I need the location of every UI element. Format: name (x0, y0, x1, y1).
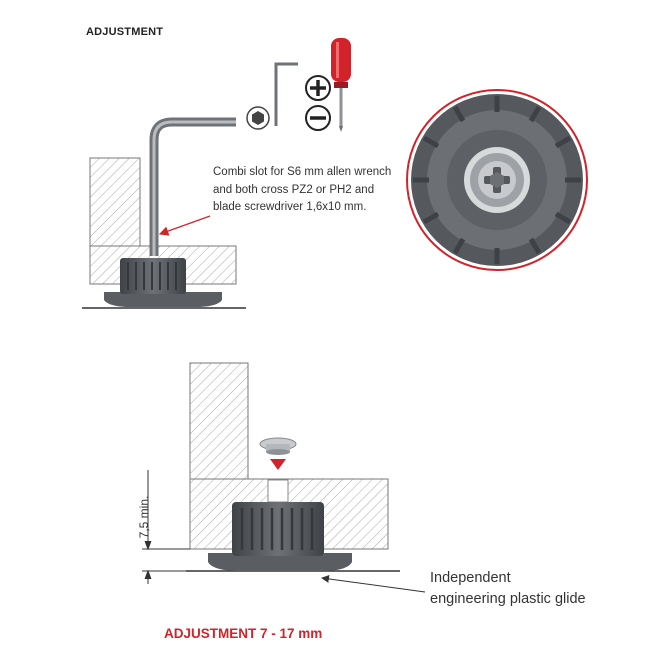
dimension-label: 7,5 min. (137, 495, 151, 539)
plus-icon (306, 76, 330, 100)
combi-slot-line: and both cross PZ2 or PH2 and (213, 183, 375, 196)
allen-key-glyph-icon (276, 64, 298, 126)
glide-leader (322, 578, 425, 592)
hex-socket-icon (247, 107, 269, 129)
combi-slot-line: Combi slot for S6 mm allen wrench (213, 166, 392, 178)
glide-line: engineering plastic glide (430, 591, 586, 607)
zoom-detail (407, 90, 587, 270)
combi-slot-callout (213, 164, 391, 217)
tool-icons (247, 38, 351, 132)
section-heading: ADJUSTMENT (86, 26, 164, 38)
adjustment-range-label: ADJUSTMENT 7 - 17 mm (164, 626, 323, 641)
minus-icon (306, 106, 330, 130)
cap-icon (260, 438, 296, 455)
glide-line: Independent (430, 570, 511, 586)
screwdriver-icon (331, 38, 351, 132)
combi-slot-leader (160, 216, 210, 234)
insert-arrow-icon (270, 459, 286, 470)
glide-callout (430, 568, 586, 610)
combi-slot-line: blade screwdriver 1,6x10 mm. (213, 201, 367, 213)
